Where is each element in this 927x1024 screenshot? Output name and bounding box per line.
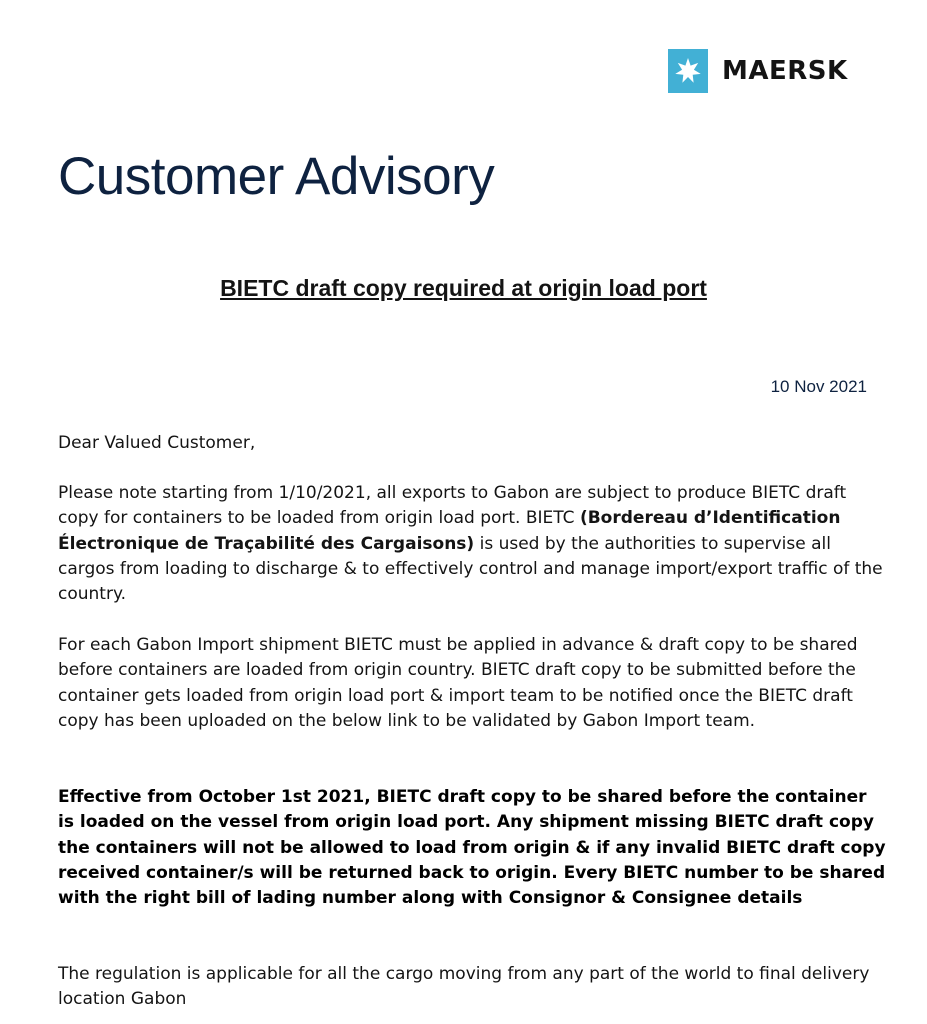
maersk-logo (668, 49, 848, 93)
paragraph-import-procedure: For each Gabon Import shipment BIETC must be applied in advance & draft copy to be shared before containers are loaded from origin country. BIETC draft copy to be submitted before the container gets loaded from origin load port & import team to be notified once the BIETC draft copy has been uploaded on the below link to be validated by Gabon Import team. (58, 635, 858, 731)
greeting: Dear Valued Customer, (58, 433, 256, 453)
advisory-subject: BIETC draft copy required at origin load port (220, 275, 707, 301)
paragraph-effective-notice: Effective from October 1st 2021, BIETC draft copy to be shared before the container is loaded on the vessel from origin load port. Any shipment missing BIETC draft copy the containers will not be allowed to load from origin & if any invalid BIETC draft copy received container/s will be returned back to origin. Every BIETC number to be shared with the right bill of lading number along with Consignor & Consignee details (58, 787, 886, 909)
advisory-date: 10 Nov 2021 (770, 377, 867, 396)
page-title: Customer Advisory (58, 147, 495, 206)
paragraph-regulation-scope: The regulation is applicable for all the cargo moving from any part of the world to final delivery location Gabon (58, 964, 870, 1010)
bietc-definition: (Bordereau d’Identification Électronique de Traçabilité des Cargaisons) (58, 508, 841, 554)
paragraph-intro-text-end: is used by the authorities to supervise all cargos from loading to discharge & to effectively control and manage import/export traffic of the country. (58, 533, 883, 605)
seven-pointed-star-icon (673, 56, 703, 86)
paragraph-intro (58, 481, 888, 607)
brand-name: MAERSK (722, 56, 848, 86)
paragraph-intro-text-start: Please note starting from 1/10/2021, all exports to Gabon are subject to produce BIETC draft copy for containers to be loaded from origin load port. BIETC (58, 483, 847, 529)
star-logo-icon (668, 49, 708, 93)
